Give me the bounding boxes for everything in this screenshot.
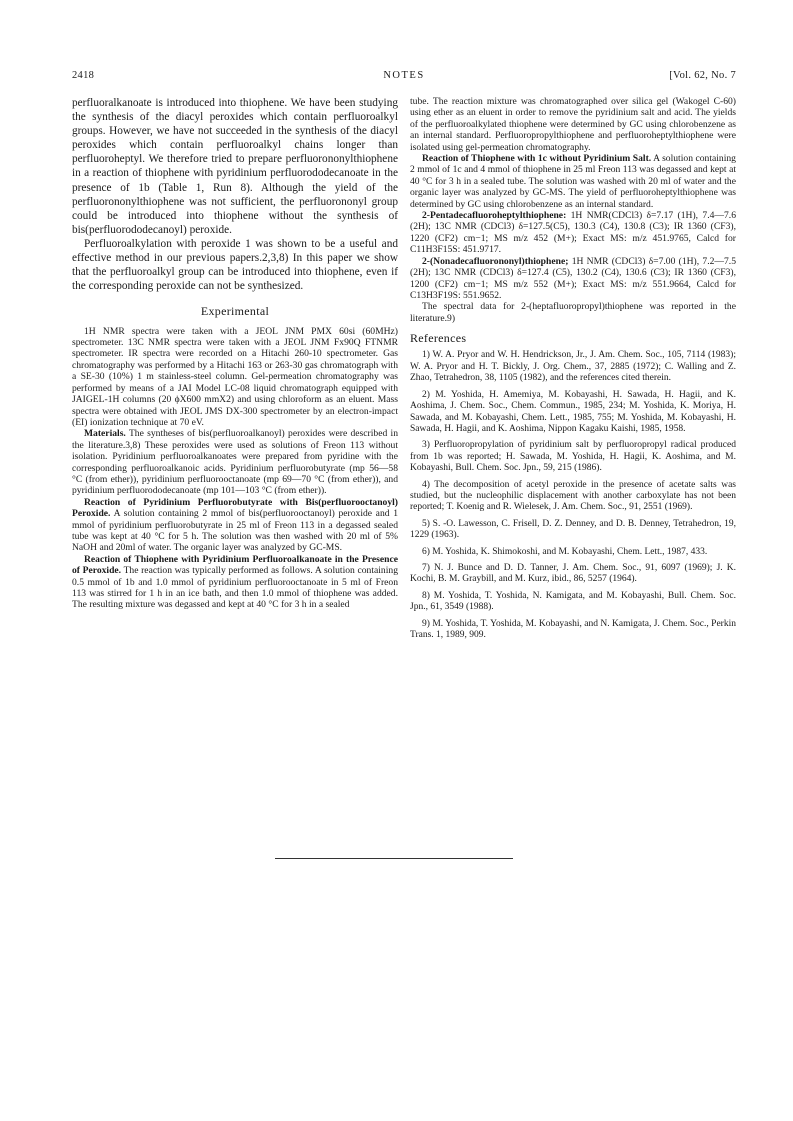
reaction3-paragraph	[410, 153, 736, 210]
reaction2-title: Reaction of Thiophene with Pyridinium Perfluoroalkanoate in the Presence of Peroxide.	[72, 553, 398, 577]
compound1-paragraph	[410, 210, 736, 256]
compound1-text: 1H NMR(CDCl3) δ=7.17 (1H), 7.4—7.6 (2H); 13C NMR (CDCl3) δ=127.5(C5), 130.3 (C4), 130.8 (C3); IR 1360 (CF3), 1220 (CF2) cm−1; MS m/z 452 (M+); Exact MS: m/z 451.9765, Calcd for C11H3F15S: 451.9717.	[410, 210, 736, 256]
reaction1-text: A solution containing 2 mmol of bis(perfluorooctanoyl) peroxide and 1 mmol of pyridinium perfluorobutyrate in 25 ml of Freon 113 in a degassed sealed tube was kept at 40 °C for 5 h. The solution was then washed with 20 ml of 5% NaOH and 20ml of water. The organic layer was analyzed by GC-MS.	[72, 508, 398, 554]
reference-item: 8) M. Yoshida, T. Yoshida, N. Kamigata, and M. Kobayashi, Bull. Chem. Soc. Jpn., 61, 3549 (1988).	[410, 590, 736, 613]
reaction1-paragraph	[72, 497, 398, 554]
right-column	[410, 96, 736, 646]
section-label: NOTES	[383, 70, 425, 81]
continued-paragraph: tube. The reaction mixture was chromatographed over silica gel (Wakogel C-60) using ether as an eluent in order to remove the pyridinium salt and acid. The yields of the perfluoroalkylated thiophene were determined by GC using chlorobenzene as an internal standard. Perfluoropropylthiophene and perfluoroheptylthiophene were isolated using gel-permeation chromatography.	[410, 96, 736, 153]
materials-title: Materials.	[84, 428, 126, 440]
reaction1-title: Reaction of Pyridinium Perfluorobutyrate with Bis(perfluorooctanoyl) Peroxide.	[72, 496, 398, 520]
reference-item: 4) The decomposition of acetyl peroxide in the presence of acetate salts was studied, but the nucleophilic displacement with another carboxylate has not been reported; T. Koenig and R. Wielesek, J. Am. Chem. Soc., 91, 2551 (1969).	[410, 479, 736, 513]
reaction2-paragraph	[72, 554, 398, 611]
compound2-paragraph	[410, 256, 736, 302]
compound2-title: 2-(Nonadecafluorononyl)thiophene;	[422, 255, 569, 267]
reaction3-text: A solution containing 2 mmol of 1c and 4 mmol of thiophene in 25 ml Freon 113 was degassed and kept at 40 °C for 3 h in a sealed tube. The solution was washed with 20 ml of water and the organic layer was analyzed by GC-MS. The yield of perfluoroheptylthiophene was determined by GC using chlorobenzene as an internal standard.	[410, 153, 736, 210]
compound1-title: 2-Pentadecafluoroheptylthiophene:	[422, 210, 567, 222]
reaction2-text: The reaction was typically performed as follows. A solution containing 0.5 mmol of 1b and 1.0 mmol of pyridinium perfluorooctanoate in 5 ml of Freon 113 was stirred for 1 h in an ice bath, and then 1.0 mmol of thiophene was added. The resulting mixture was degassed and kept at 40 °C for 3 h in a sealed	[72, 565, 398, 611]
instruments-paragraph: 1H NMR spectra were taken with a JEOL JNM PMX 60si (60MHz) spectrometer. 13C NMR spectra were taken with a JEOL JNM Fx90Q FTNMR spectrometer. IR spectra were recorded on a Hitachi 260-10 spectrometer. Gas chromatography was performed by a Hitachi 163 or 263-30 gas chromatograph with a SE-30 (10%) 1 m stainless-steel column. Gel-permeation chromatography was performed by means of a JAI Model LC-08 liquid chromatograph equipped with JAIGEL-1H columns (20 ϕX600 mmX2) and using chloroform as an eluent. Mass spectra were obtained with JEOL JMS DX-300 spectrometer by an electron-impact (EI) ionization technique at 70 eV.	[72, 325, 398, 428]
intro-paragraph-2: Perfluoroalkylation with peroxide 1 was shown to be a useful and effective method in our previous papers.2,3,8) In this paper we show that the perfluoroalkyl group can be introduced into thiophene, even if the corresponding peroxide can not be synthesized.	[72, 237, 398, 293]
reference-item: 2) M. Yoshida, H. Amemiya, M. Kobayashi, H. Sawada, H. Hagii, and K. Aoshima, J. Chem. Soc., Chem. Commun., 1985, 234; M. Yoshida, K. Moriya, H. Sawada, and M. Kobayashi, Chem. Lett., 1985, 755; M. Yoshida, M. Kobayashi, H. Sawada, H. Hagii, and K. Aoshima, Nippon Kagaku Kaishi, 1985, 1958.	[410, 389, 736, 434]
footer-rule	[275, 858, 513, 859]
references-heading: References	[410, 331, 467, 346]
reaction3-title: Reaction of Thiophene with 1c without Pyridinium Salt.	[422, 153, 652, 165]
experimental-heading: Experimental	[200, 304, 270, 319]
reference-list	[410, 350, 736, 641]
compound2-text: 1H NMR (CDCl3) δ=7.00 (1H), 7.2—7.5 (2H); 13C NMR (CDCl3) δ=127.4 (C5), 130.2 (C4), 130.6 (C3); IR 1360 (CF3), 1200 (CF2) cm−1; MS m/z 552 (M+); Exact MS: m/z 551.9664, Calcd for C13H3F19S: 551.9652.	[410, 255, 737, 301]
reference-item: 7) N. J. Bunce and D. D. Tanner, J. Am. Chem. Soc., 91, 6097 (1969); J. K. Kochi, B. M. Graybill, and M. Kurz, ibid., 86, 5257 (1964).	[410, 562, 736, 585]
materials-paragraph	[72, 428, 398, 496]
materials-text: The syntheses of bis(perfluoroalkanoyl) peroxides were described in the literature.3,8) These peroxides were used as solutions of Freon 113 without isolation. Pyridinium perfluoroalkanoates were prepared from pyridine with the corresponding perfluoroalkanoic acids. Pyridinium perfluorobutyrate (mp 56—58 °C (from ether)), pyridinium perfluorooctanoate (mp 69—70 °C (from ether)), and pyridinium perfluorododecanoate (mp 101—103 °C (from ether)).	[72, 428, 398, 497]
page-number: 2418	[72, 70, 95, 81]
reference-item: 1) W. A. Pryor and W. H. Hendrickson, Jr., J. Am. Chem. Soc., 105, 7114 (1983); W. A. Pryor and H. T. Bickly, J. Org. Chem., 37, 2885 (1972); C. Walling and Z. Zhao, Tetrahedron, 38, 1105 (1982), and the references cited therein.	[410, 350, 736, 384]
reference-item: 5) S. -O. Lawesson, C. Frisell, D. Z. Denney, and D. B. Denney, Tetrahedron, 19, 1229 (1963).	[410, 518, 736, 541]
reference-item: 6) M. Yoshida, K. Shimokoshi, and M. Kobayashi, Chem. Lett., 1987, 433.	[422, 546, 708, 557]
intro-paragraph-1: perfluoralkanoate is introduced into thiophene. We have been studying the synthesis of the diacyl peroxides which contain perfluoroalkyl groups. However, we have not succeeded in the synthesis of the diacyl peroxides which contain perfluoroalkyl chains longer than perfluoroheptyl. We therefore tried to prepare perfluorononylthiophene in a reaction of thiophene with pyridinium perfluorododecanoate in the presence of 1b (Table 1, Run 8). Although the yield of the perfluorononylthiophene was not sufficient, the perfluorononyl group could be introduced into thiophene without the synthesis of bis(perfluorododecanoyl) peroxide.	[72, 97, 398, 236]
spectral-note: The spectral data for 2-(heptafluoropropyl)thiophene was reported in the literature.9)	[410, 301, 736, 324]
left-column	[72, 96, 398, 611]
volume-label: [Vol. 62, No. 7	[669, 70, 736, 81]
reference-item: 9) M. Yoshida, T. Yoshida, M. Kobayashi, and N. Kamigata, J. Chem. Soc., Perkin Trans. 1, 1989, 909.	[410, 618, 736, 640]
reference-item: 3) Perfluoropropylation of pyridinium salt by perfluoropropyl radical produced from 1b was reported; H. Sawada, M. Yoshida, H. Hagii, K. Aoshima, and M. Kobayashi, Bull. Chem. Soc. Jpn., 59, 215 (1986).	[410, 440, 736, 474]
page-header	[72, 70, 736, 84]
